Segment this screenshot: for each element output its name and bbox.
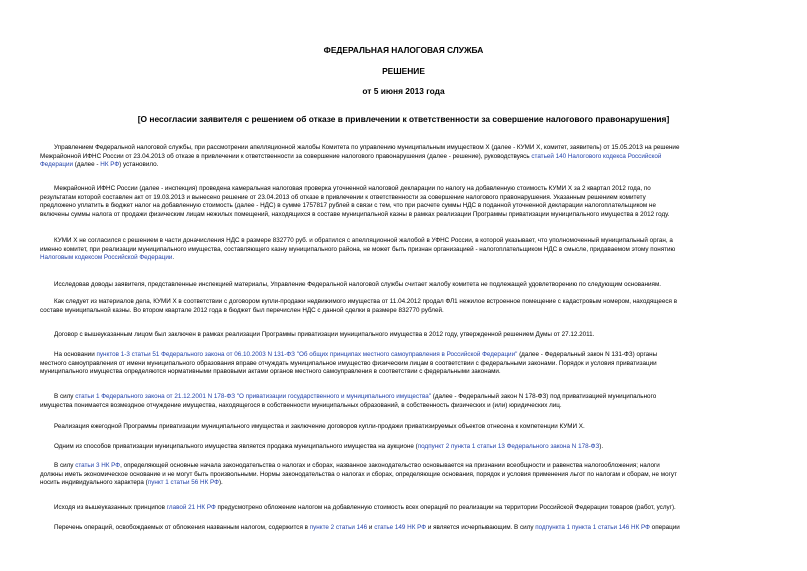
agency-heading: ФЕДЕРАЛЬНАЯ НАЛОГОВАЯ СЛУЖБА (323, 45, 484, 55)
law-reference-link[interactable]: Федерации (40, 161, 73, 169)
text-line (40, 524, 782, 533)
doc-title: [О несогласии заявителя с решением об отказе в привлечении к ответственности за совершение налогового правонарушения] (137, 114, 670, 124)
paragraph (40, 351, 782, 377)
text-segment: На основании (54, 351, 97, 358)
paragraph (40, 393, 782, 410)
text-line (40, 202, 782, 211)
text-segment: Межрайонной ИФНС России от 23.04.2013 об отказе в привлечении к ответственности за совершение налогового правонарушения (далее - решение), руководствуясь (40, 152, 532, 160)
paragraph (40, 185, 782, 219)
text-segment: , определяющей основные начала законодательства о налогах и сборах, названное законодательство основывается на признании всеобщности и равенства налогообложения; налоги (120, 462, 660, 469)
text-segment: Управлением Федеральной налоговой службы, при рассмотрении апелляционной жалобы Комитета по управлению муниципальным имуществом X (далее - КУМИ X, комитет, заявитель) от 15.05.2013 на решение (54, 144, 680, 151)
text-segment: ). (599, 443, 604, 450)
law-reference-link[interactable]: подпункт 2 пункта 1 статьи 13 Федерального закона N 178-ФЗ (417, 443, 600, 450)
text-segment: (далее - Федеральный закон N 178-ФЗ) под приватизацией муниципального (430, 393, 657, 400)
doc-type-heading: РЕШЕНИЕ (382, 66, 425, 76)
paragraph (40, 237, 782, 263)
text-line (40, 161, 782, 170)
text-line (40, 246, 782, 255)
paragraph (40, 423, 782, 432)
text-line (40, 360, 782, 369)
paragraph (40, 144, 782, 170)
text-line (40, 402, 782, 411)
law-reference-link[interactable]: пункте 2 статьи 146 (309, 524, 368, 531)
text-segment: Исследовав доводы заявителя, представленные инспекцией материалы, Управление Федеральной налоговой службы считает жалобу комитета не подлежащей удовлетворению по следующим основаниям. (54, 281, 662, 288)
text-line (40, 237, 782, 246)
text-line (40, 153, 782, 162)
law-reference-link[interactable]: НК РФ (100, 161, 120, 169)
doc-date: от 5 июня 2013 года (362, 86, 445, 96)
text-line (40, 471, 782, 480)
law-reference-link[interactable]: статьи 1 Федерального закона от 21.12.2001 N 178-ФЗ "О приватизации государственного и муниципального имущества" (75, 393, 431, 400)
text-line (40, 298, 782, 307)
law-reference-link[interactable]: подпункта 1 пункта 1 статьи 146 НК РФ (535, 524, 650, 531)
law-reference-link[interactable]: Налоговым кодексом Российской Федерации (40, 254, 173, 262)
text-line (40, 307, 782, 316)
text-segment: носить индивидуального характера ( (40, 479, 148, 487)
text-segment: должны иметь экономическое основание и не могут быть произвольными. Нормы законодательства о налогах и сборах, определяющие основания, порядок и условия применения льгот по налогам и сборам, не могут (40, 470, 677, 478)
paragraph (40, 462, 782, 488)
text-segment: КУМИ X не согласился с решением в части доначисления НДС в размере 832770 руб. и обратился с апелляционной жалобой в УФНС России, в которой указывает, что уполномоченный муниципальный орган, а (54, 237, 673, 244)
text-line (40, 211, 782, 220)
paragraph (40, 524, 782, 533)
law-reference-link[interactable]: статьей 140 Налогового кодекса Российской (531, 152, 662, 160)
text-segment: ) установило. (119, 161, 159, 169)
text-line (40, 423, 782, 432)
text-line (40, 194, 782, 203)
text-segment: именно комитет, при реализации муниципального имущества, составляющего казну муниципального района, не может быть признан организацией - налогоплательщиком НДС в смысле, придаваемом этому понятию (40, 245, 676, 253)
text-segment: Реализация ежегодной Программы приватизации муниципального имущества и заключение договоров купли-продажи приватизируемых объектов отнесена к компетенции КУМИ X. (54, 423, 585, 430)
text-segment: Договор с вышеуказанным лицом был заключен в рамках реализации Программы приватизации муниципального имущества в 2012 году, утвержденной решением Думы от 27.12.2011. (54, 331, 595, 338)
text-segment: составе муниципальной казны. Во втором квартале 2012 года в бюджет был перечислен НДС с данной сделки в размере 832770 рублей. (40, 306, 444, 314)
law-reference-link[interactable]: статьи 3 НК РФ (75, 462, 121, 469)
text-line (40, 281, 782, 290)
text-segment: и (367, 524, 375, 531)
text-segment: Одним из способов приватизации муниципального имущества является продажа муниципального имущества на аукционе ( (54, 443, 418, 450)
text-line (40, 331, 782, 340)
text-segment: (далее - Федеральный закон N 131-ФЗ) органы (517, 351, 658, 358)
text-line (40, 144, 782, 153)
text-segment: операции (649, 524, 680, 531)
text-segment: муниципального имущества определяются нормативными правовыми актами органов местного самоуправления в соответствии с федеральными законами. (40, 368, 501, 376)
text-line (40, 185, 782, 194)
text-line (40, 504, 782, 513)
text-line (40, 479, 782, 488)
text-segment: и является исчерпывающим. В силу (426, 524, 536, 531)
text-line (40, 443, 782, 452)
paragraph (40, 298, 782, 315)
text-segment: Перечень операций, освобождаемых от обложения названным налогом, содержится в (54, 524, 310, 531)
text-segment: В силу (54, 393, 76, 400)
text-segment: ). (218, 479, 223, 487)
text-segment: Как следует из материалов дела, КУМИ X в соответствии с договором купли-продажи недвижимого имущества от 11.04.2012 продал ФЛ1 нежилое встроенное помещение с кадастровым номером, находящееся в (54, 298, 678, 305)
text-segment: Исходя из вышеуказанных принципов (54, 504, 167, 511)
text-segment: (далее - (72, 161, 101, 169)
text-line (40, 368, 782, 377)
text-segment: . (172, 254, 175, 262)
text-line (40, 462, 782, 471)
paragraph (40, 331, 782, 340)
text-segment: имущества понимается возмездное отчуждение имущества, находящегося в собственности муниципальных образований, в собственность физических и (или) юридических лиц. (40, 401, 562, 409)
text-segment: предложено уплатить в бюджет налог на добавленную стоимость (далее - НДС) в сумме 1757817 рублей в связи с тем, что при расчете суммы НДС в поданной уточненной декларации налогоплательщиком не (40, 202, 656, 210)
law-reference-link[interactable]: пунктов 1-3 статьи 51 Федерального закона от 06.10.2003 N 131-ФЗ "Об общих принципах местного самоуправления в Российской Федерации" (96, 351, 518, 358)
text-segment: включены суммы налога от продажи физическим лицам нежилых помещений, находящихся в составе муниципальной казны в рамках реализации Программы приватизации муниципального имущества в 2012 году. (40, 210, 670, 218)
text-line (40, 393, 782, 402)
text-segment: предусмотрено обложение налогом на добавленную стоимость всех операций по реализации на территории Российской Федерации товаров (работ, услуг). (215, 504, 676, 511)
paragraph (40, 443, 782, 452)
law-reference-link[interactable]: статье 149 НК РФ (374, 524, 427, 531)
text-line (40, 254, 782, 263)
text-line (40, 351, 782, 360)
text-segment: результатам которой составлен акт от 19.03.2013 и вынесено решение от 23.04.2013 об отказе в привлечении к ответственности за совершение налогового правонарушения. Указанным решением комитету (40, 193, 646, 201)
law-reference-link[interactable]: главой 21 НК РФ (166, 504, 216, 511)
law-reference-link[interactable]: пункт 1 статьи 56 НК РФ (147, 479, 219, 487)
paragraph (40, 281, 782, 290)
text-segment: местного самоуправления от имени муниципального образования вправе отчуждать муниципальное имущество физическим лицам в соответствии с федеральными законами. Порядок и условия приватизации (40, 359, 657, 367)
paragraph (40, 504, 782, 513)
text-segment: В силу (54, 462, 76, 469)
text-segment: Межрайонной ИФНС России (далее - инспекция) проведена камеральная налоговая проверка уточненной налоговой декларации по налогу на добавленную стоимость КУМИ X за 2 квартал 2012 года, по (54, 185, 651, 192)
